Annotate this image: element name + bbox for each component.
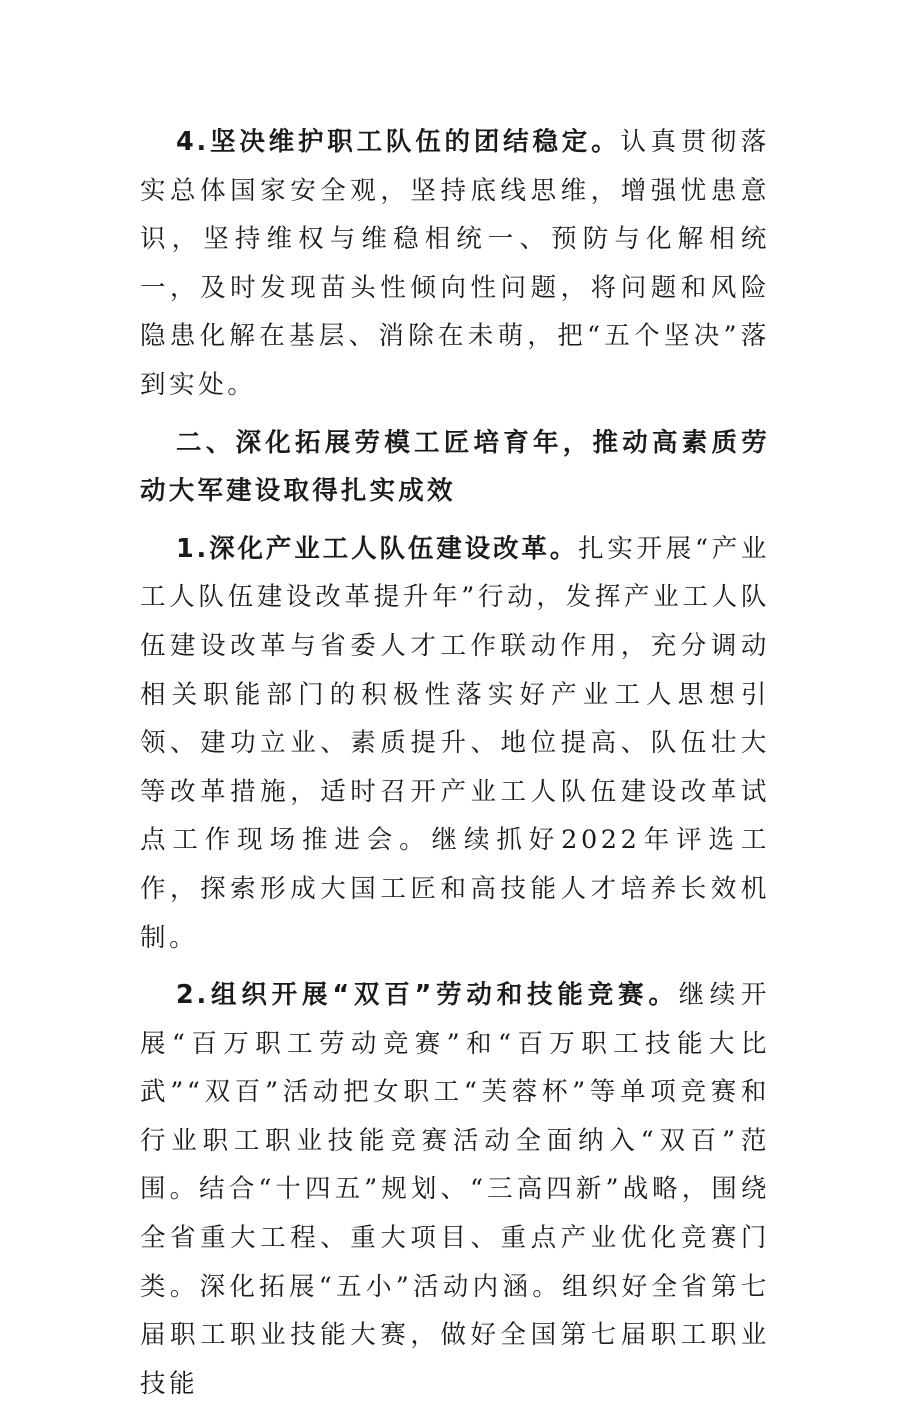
paragraph-body: 扎实开展“产业工人队伍建设改革提升年”行动，发挥产业工人队伍建设改革与省委人才工作联动作用，充分调动相关职能部门的积极性落实好产业工人思想引领、建功立业、素质提升、地位提高、队伍壮大等改革措施，适时召开产业工人队伍建设改革试点工作现场推进会。继续抓好2022年评选工作，探索形成大国工匠和高技能人才培养长效机制。 bbox=[140, 533, 770, 953]
paragraph-4-unity-stability bbox=[140, 118, 770, 410]
section-heading-two: 二、深化拓展劳模工匠培育年，推动高素质劳动大军建设取得扎实成效 bbox=[140, 427, 770, 507]
paragraph-lead: 2.组织开展“双百”劳动和技能竞赛。 bbox=[176, 980, 679, 1011]
paragraph-1-industrial-workers bbox=[140, 525, 770, 962]
paragraph-body: 认真贯彻落实总体国家安全观，坚持底线思维，增强忧患意识，坚持维权与维稳相统一、预防与化解相统一，及时发现苗头性倾向性问题，将问题和风险隐患化解在基层、消除在未萌，把“五个坚决”落到实处。 bbox=[140, 127, 770, 400]
document-page bbox=[140, 118, 770, 1408]
paragraph-2-competitions bbox=[140, 971, 770, 1408]
paragraph-body: 继续开展“百万职工劳动竞赛”和“百万职工技能大比武”“双百”活动把女职工“芙蓉杯”等单项竞赛和行业职工职业技能竞赛活动全面纳入“双百”范围。结合“十四五”规划、“三高四新”战略，围绕全省重大工程、重大项目、重点产业优化竞赛门类。深化拓展“五小”活动内涵。组织好全省第七届职工职业技能大赛，做好全国第七届职工职业技能 bbox=[140, 980, 770, 1399]
paragraph-lead: 1.深化产业工人队伍建设改革。 bbox=[176, 533, 579, 564]
paragraph-lead: 4.坚决维护职工队伍的团结稳定。 bbox=[176, 127, 621, 157]
